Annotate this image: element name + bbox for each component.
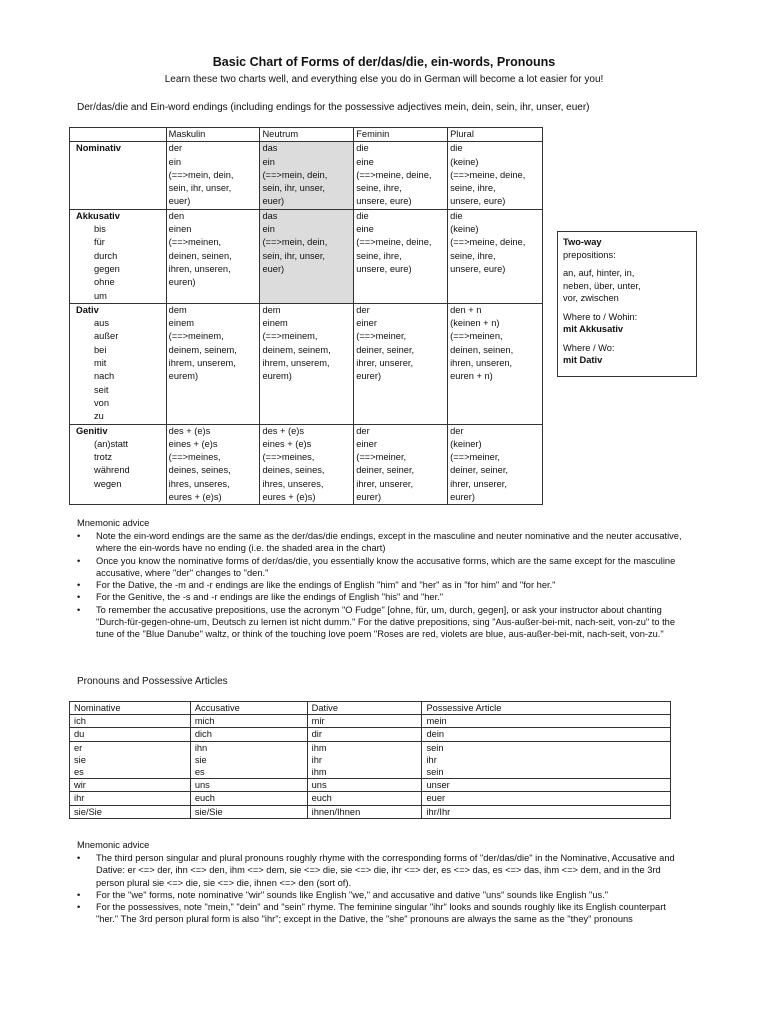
ending-line: eine [356,156,374,167]
pronoun-cell [422,805,671,818]
ending-line: seine, ihre, [450,183,496,194]
header-accusative: Accusative [190,702,307,715]
ending-line: (==>meine, deine, [356,169,432,180]
pronoun-form: ihm [311,742,327,753]
ending-cell [260,424,354,505]
pronoun-cell [70,728,191,741]
pronoun-form: uns [194,780,210,791]
endings-row [70,209,543,303]
ending-line: (==>meines, [262,452,315,463]
pronoun-form: sie [74,754,86,765]
ending-line: ein [262,224,275,235]
ending-line: der [168,143,183,154]
ending-line: des + (e)s [262,425,305,436]
pronoun-row [70,715,671,728]
case-name: Dativ [76,304,99,315]
pronoun-form: euer [426,793,446,804]
ending-line: dem [168,304,187,315]
case-cell [70,209,167,303]
ending-line: (==>meinen, [168,237,222,248]
mnemonic-2-item: • For the "we" forms, note nominative "wir" sounds like English "we," and accusative and dative "uns" sounds like English "us." [77,889,689,901]
pronoun-form: mein [426,716,447,727]
ending-cell [260,209,354,303]
pronoun-form: ihr [426,754,437,765]
header-plural: Plural [448,128,543,142]
preposition: trotz [94,452,113,463]
ending-line: unsere, eure) [450,196,506,207]
pronoun-form: ihm [311,767,327,778]
preposition: von [94,397,109,408]
mnemonic-list-2 [77,852,689,926]
pronoun-form: ihr [74,793,85,804]
pronoun-cell [307,715,422,728]
ending-line: (==>meiner, [450,452,500,463]
ending-line: deinem, seinem, [168,344,237,355]
mnemonic-1-item: • For the Genitive, the -s and -r endings are like the endings of English "his" and "her." [77,591,687,603]
ending-line: deinem, seinem, [262,344,331,355]
case-name: Genitiv [76,425,108,436]
ending-line: eine [356,224,374,235]
ending-line: deines, seines, [168,465,231,476]
pronoun-form: sein [426,767,444,778]
ending-line: ihres, unseres, [262,478,324,489]
pronoun-cell [70,779,191,792]
ending-line: (==>meinen, [450,331,503,342]
pronoun-cell [70,792,191,805]
ending-line: (==>meine, deine, [450,169,526,180]
ending-line: (==>meine, deine, [356,237,432,248]
ending-line: eurem) [168,371,199,382]
ending-line: euren + n) [450,371,493,382]
pronoun-cell [190,715,307,728]
ending-line: ihren, unseren, [450,358,513,369]
ending-line: euren) [168,277,196,288]
ending-line: eures + (e)s) [168,492,222,503]
pronoun-cell [422,741,671,779]
ending-line: den [168,210,185,221]
pronoun-form: sie/Sie [74,806,102,817]
case-name: Akkusativ [76,210,120,221]
ending-line: deinen, seinen, [450,344,514,355]
ending-line: einem [262,318,288,329]
preposition: nach [94,371,115,382]
preposition: um [94,290,107,301]
ending-line: unsere, eure) [356,263,412,274]
preposition: bei [94,344,107,355]
pronoun-row [70,741,671,779]
pronoun-cell [422,728,671,741]
ending-line: euer) [262,196,285,207]
preposition: aus [94,318,109,329]
mnemonic-2-item: • For the possessives, note "mein," "dein" and "sein" rhyme. The feminine singular "ihr" looks and sounds roughly like its English counterpart "her." The 3rd person plural form is also "ihr"; except in the Dative, the "she" pronouns are always the same as the "they" pronouns [77,901,689,926]
pronoun-cell [307,792,422,805]
mnemonic-heading-2: Mnemonic advice [77,840,150,850]
pronoun-form: es [194,767,205,778]
pronoun-form: ihnen/Ihnen [311,806,361,817]
pronoun-row [70,792,671,805]
ending-line: die [450,143,463,154]
preposition: bis [94,224,106,235]
ending-cell [354,209,448,303]
pronoun-cell [422,792,671,805]
box-list-1: an, auf, hinter, in, [563,268,635,278]
pronoun-form: euch [311,793,332,804]
pronoun-cell [307,728,422,741]
header-dative: Dative [307,702,422,715]
endings-table [69,127,543,505]
preposition: mit [94,358,107,369]
ending-line: die [356,210,369,221]
pronoun-form: sie/Sie [194,806,223,817]
header-maskulin: Maskulin [166,128,260,142]
pronoun-form: er [74,742,83,753]
ending-line: (==>mein, dein, [262,169,328,180]
ending-line: (==>meines, [168,452,221,463]
pronoun-form: dein [426,729,445,740]
pronoun-form: ihr/Ihr [426,806,451,817]
ending-cell [448,209,543,303]
case-cell [70,424,167,505]
endings-row [70,303,543,424]
preposition: gegen [94,263,120,274]
ending-line: ihrem, unserem, [168,358,236,369]
ending-cell [354,142,448,209]
ending-line: sein, ihr, unser, [168,183,232,194]
case-cell [70,303,167,424]
ending-line: seine, ihre, [356,250,402,261]
pronoun-row [70,728,671,741]
header-possessive: Possessive Article [422,702,671,715]
mnemonic-list-1 [77,530,687,641]
ending-line: das [262,143,278,154]
pronoun-cell [307,805,422,818]
case-name: Nominativ [76,143,121,154]
ending-line: den + n [450,304,482,315]
header-neutrum: Neutrum [260,128,354,142]
ending-line: eurer) [356,371,382,382]
pronoun-row [70,779,671,792]
page-subtitle: Learn these two charts well, and everything else you do in German will become a lot easier for you! [164,74,604,85]
ending-cell [354,303,448,424]
pronoun-form: ich [74,716,86,727]
ending-line: der [356,425,370,436]
pronoun-table [69,701,671,819]
ending-line: (keine) [450,156,479,167]
pronoun-form: mich [194,716,215,727]
ending-line: einer [356,318,377,329]
ending-line: (==>meinem, [262,331,318,342]
ending-line: (keine) [450,224,479,235]
ending-line: deines, seines, [262,465,325,476]
ending-line: ihrem, unserem, [262,358,330,369]
box-wohin-case: mit Akkusativ [563,324,624,334]
pronoun-cell [190,792,307,805]
ending-line: deinen, seinen, [168,250,232,261]
endings-header-row [70,128,543,142]
pronoun-cell [190,779,307,792]
pronoun-row [70,805,671,818]
ending-line: deiner, seiner, [356,344,415,355]
pronoun-cell [70,741,191,779]
header-nominative: Nominative [70,702,191,715]
ending-line: der [450,425,464,436]
pronoun-form: unser [426,780,450,791]
ending-line: unsere, eure) [450,263,506,274]
ending-line: unsere, eure) [356,196,412,207]
ending-line: dem [262,304,281,315]
ending-line: seine, ihre, [450,250,496,261]
ending-line: ihrer, unserer, [450,478,507,489]
box-subtitle: prepositions: [563,249,616,260]
ending-cell [354,424,448,505]
pronoun-form: mir [311,716,325,727]
preposition: wegen [94,478,122,489]
ending-line: euer) [262,263,285,274]
ending-line: (keinen + n) [450,318,500,329]
ending-line: sein, ihr, unser, [262,183,325,194]
pronoun-form: dich [194,729,212,740]
ending-line: einem [168,318,194,329]
ending-line: einer [356,438,377,449]
pronoun-cell [70,805,191,818]
ending-line: (==>meine, deine, [450,237,526,248]
preposition: seit [94,384,109,395]
ending-line: das [262,210,278,221]
ending-cell [448,303,543,424]
preposition: während [94,465,130,476]
ending-line: der [356,304,370,315]
ending-line: ihres, unseres, [168,478,230,489]
pronoun-cell [307,779,422,792]
box-list-3: vor, zwischen [563,293,619,303]
ending-line: eurer) [450,492,475,503]
two-way-prepositions-box [557,231,697,377]
ending-cell [166,303,260,424]
pronoun-cell [307,741,422,779]
ending-cell [260,142,354,209]
pronoun-cell [70,715,191,728]
preposition: durch [94,250,118,261]
ending-line: euer) [168,196,191,207]
mnemonic-1-item: • For the Dative, the -m and -r endings are like the endings of English "him" and "her" as in "for him" and "for her." [77,579,687,591]
pronoun-header-row [70,702,671,715]
pronoun-form: du [74,729,85,740]
endings-row [70,142,543,209]
ending-cell [448,424,543,505]
ending-line: sein, ihr, unser, [262,250,325,261]
ending-cell [166,424,260,505]
ending-line: des + (e)s [168,425,211,436]
pronoun-cell [190,805,307,818]
ending-line: eurer) [356,492,382,503]
pronoun-cell [190,728,307,741]
endings-row [70,424,543,505]
page-title: Basic Chart of Forms of der/das/die, ein-words, Pronouns [212,55,556,69]
mnemonic-1-item: • Once you know the nominative forms of der/das/die, you essentially know the accusative forms, which are the same except for the masculine accusative, where "der" changes to "den." [77,555,687,580]
ending-cell [166,209,260,303]
ending-line: die [450,210,463,221]
box-wo-label: Where / Wo: [563,342,615,353]
box-list-2: neben, über, unter, [563,280,641,291]
header-feminin: Feminin [354,128,448,142]
ending-line: (keiner) [450,438,482,449]
header-empty [70,128,167,142]
ending-line: ein [262,156,275,167]
ending-line: ein [168,156,182,167]
pronoun-cell [422,779,671,792]
ending-line: (==>meinem, [168,331,224,342]
pronoun-form: ihr [311,754,322,765]
preposition: (an)statt [94,438,129,449]
preposition: ohne [94,277,115,288]
ending-line: ihrer, unserer, [356,358,414,369]
ending-line: seine, ihre, [356,183,402,194]
preposition: außer [94,331,119,342]
ending-cell [166,142,260,209]
box-wohin-label: Where to / Wohin: [563,311,638,322]
mnemonic-1-item: • Note the ein-word endings are the same as the der/das/die endings, except in the masculine and neuter nominative and the neuter accusative, where the ein-words have no ending (i.e. the shaded area in the chart) [77,530,687,555]
mnemonic-heading-1: Mnemonic advice [77,518,150,528]
ending-line: ihrer, unserer, [356,478,414,489]
pronoun-form: sie [194,754,207,765]
ending-line: deiner, seiner, [450,465,508,476]
pronoun-form: uns [311,780,327,791]
ending-cell [260,303,354,424]
pronoun-form: wir [74,780,86,791]
mnemonic-1-item: • To remember the accusative prepositions, use the acronym "O Fudge" [ohne, für, um, durch, gegen], or ask your instructor about chanting "Durch-für-gegen-ohne-um, Deutsch zu lernen ist nicht dumm." For the dative prepositions, sing "Aus-außer-bei-mit, nach-seit, von-zu" to the tune of the "Blue Danube" waltz, or think of the touching love poem "Roses are red, violets are blue, aus-außer-bei-mit, nach-seit, von-zu." [77,604,687,641]
mnemonic-2-item: • The third person singular and plural pronouns roughly rhyme with the corresponding forms of "der/das/die" in the Nominative, Accusative and Dative: er <=> der, ihn <=> den, ihm <=> dem, sie <=> die, sie <=> die, ihr <=> der, es <=> das, es <=> das, ihm <=> dem, and in the 3rd person plural sie <=> die, sie <=> die, ihnen <=> den (sort of). [77,852,689,889]
ending-line: (==>meiner, [356,331,407,342]
ending-line: eines + (e)s [262,438,312,449]
ending-line: ihren, unseren, [168,263,231,274]
ending-line: (==>mein, dein, [168,169,234,180]
pronoun-form: es [74,767,84,778]
box-wo-case: mit Dativ [563,355,603,365]
pronoun-form: sein [426,742,444,753]
preposition: zu [94,411,104,422]
ending-line: die [356,143,369,154]
case-cell [70,142,167,209]
ending-line: eines + (e)s [168,438,218,449]
ending-line: eurem) [262,371,292,382]
pronoun-cell [422,715,671,728]
ending-line: (==>meiner, [356,452,407,463]
section-heading-endings: Der/das/die and Ein-word endings (including endings for the possessive adjectives mein, dein, sein, ihr, unser, euer) [77,102,590,113]
pronoun-cell [190,741,307,779]
pronoun-form: dir [311,729,322,740]
ending-line: deiner, seiner, [356,465,415,476]
pronoun-form: ihn [194,742,208,753]
ending-cell [448,142,543,209]
ending-line: einen [168,224,192,235]
preposition: für [94,237,105,248]
ending-line: eures + (e)s) [262,492,316,503]
box-title: Two-way [563,237,602,247]
section-heading-pronouns: Pronouns and Possessive Articles [77,676,228,687]
pronoun-form: euch [194,793,215,804]
ending-line: (==>mein, dein, [262,237,328,248]
